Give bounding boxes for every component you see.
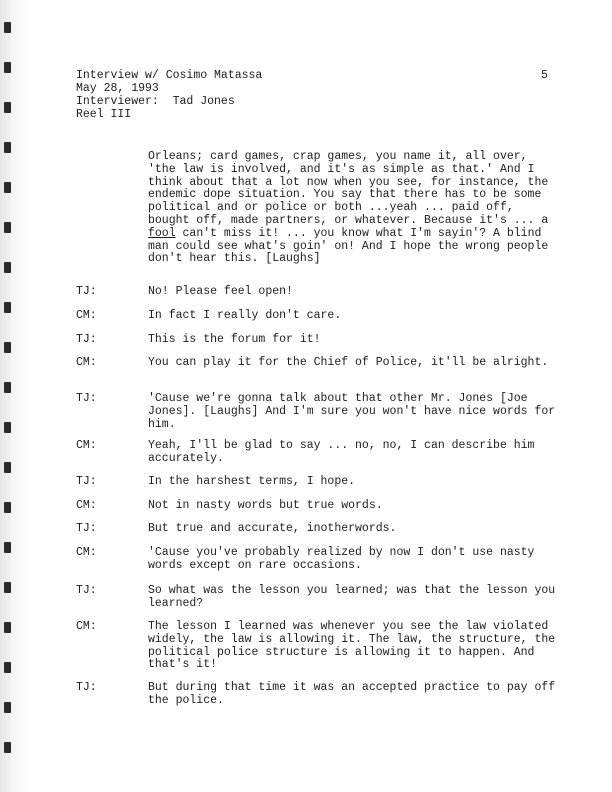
interview-header — [76, 69, 262, 121]
opening-text-after: can't miss it! ... you know what I'm sayin'? A blind man could see what's goin' on! And I hope the wrong people don't hear this. [Laughs] — [148, 226, 549, 266]
binding-hole — [4, 102, 11, 113]
speaker-label: CM: — [76, 499, 97, 512]
dialogue-text: But during that time it was an accepted practice to pay off the police. — [148, 681, 556, 707]
header-date: May 28, 1993 — [76, 82, 159, 95]
dialogue-text: 'Cause we're gonna talk about that other Mr. Jones [Joe Jones]. [Laughs] And I'm sure you won't have nice words for him. — [148, 392, 556, 431]
binding-hole — [4, 502, 11, 513]
binding-hole — [4, 262, 11, 273]
binding-hole — [4, 742, 11, 753]
speaker-label: CM: — [76, 546, 97, 559]
binding-hole — [4, 702, 11, 713]
binding-hole — [4, 382, 11, 393]
dialogue-text: No! Please feel open! — [148, 285, 293, 298]
dialogue-text: In the harshest terms, I hope. — [148, 475, 356, 488]
binding-hole — [4, 462, 11, 473]
dialogue-text: The lesson I learned was whenever you see the law violated widely, the law is allowing it. The law, the structure, the political police structure is allowing it to happen. And that's it! — [148, 620, 556, 672]
binding-hole — [4, 222, 11, 233]
dialogue-text: You can play it for the Chief of Police, it'll be alright. — [148, 356, 549, 369]
binding-hole — [4, 422, 11, 433]
speaker-label: TJ: — [76, 681, 97, 694]
dialogue-text: Yeah, I'll be glad to say ... no, no, I can describe him accurately. — [148, 439, 535, 465]
header-interviewer: Interviewer: Tad Jones — [76, 95, 235, 108]
binding-hole — [4, 342, 11, 353]
speaker-label: TJ: — [76, 522, 97, 535]
speaker-label: TJ: — [76, 392, 97, 405]
dialogue-text: So what was the lesson you learned; was that the lesson you learned? — [148, 584, 556, 610]
dialogue-text: Not in nasty words but true words. — [148, 499, 383, 512]
dialogue-text: This is the forum for it! — [148, 333, 321, 346]
binding-hole — [4, 582, 11, 593]
opening-paragraph — [148, 151, 558, 266]
speaker-label: TJ: — [76, 584, 97, 597]
dialogue-text: In fact I really don't care. — [148, 309, 342, 322]
binding-hole — [4, 622, 11, 633]
speaker-label: TJ: — [76, 285, 97, 298]
page-number: 5 — [541, 69, 548, 82]
dialogue-text: 'Cause you've probably realized by now I don't use nasty words except on rare occasions. — [148, 546, 535, 572]
binding-hole — [4, 542, 11, 553]
dialogue-text: But true and accurate, inotherwords. — [148, 522, 397, 535]
binding-hole — [4, 182, 11, 193]
binding-hole — [4, 22, 11, 33]
underlined-word: fool — [148, 226, 176, 240]
binding-hole — [4, 142, 11, 153]
binding-strip — [0, 0, 30, 792]
speaker-label: CM: — [76, 620, 97, 633]
binding-hole — [4, 302, 11, 313]
binding-hole — [4, 662, 11, 673]
speaker-label: CM: — [76, 356, 97, 369]
speaker-label: TJ: — [76, 475, 97, 488]
speaker-label: CM: — [76, 309, 97, 322]
speaker-label: TJ: — [76, 333, 97, 346]
binding-hole — [4, 62, 11, 73]
header-reel: Reel III — [76, 108, 132, 121]
speaker-label: CM: — [76, 439, 97, 452]
opening-text-before: Orleans; card games, crap games, you name it, all over, 'the law is involved, and it's as simple as that.' And I think about that a lot now when you see, for instance, the endemic dope situation. You say that there has to be some political and or police or both ...yeah ... paid off, bought off, made partners, or whatever. Because it's ... a — [148, 150, 549, 227]
header-title: Interview w/ Cosimo Matassa — [76, 69, 263, 82]
